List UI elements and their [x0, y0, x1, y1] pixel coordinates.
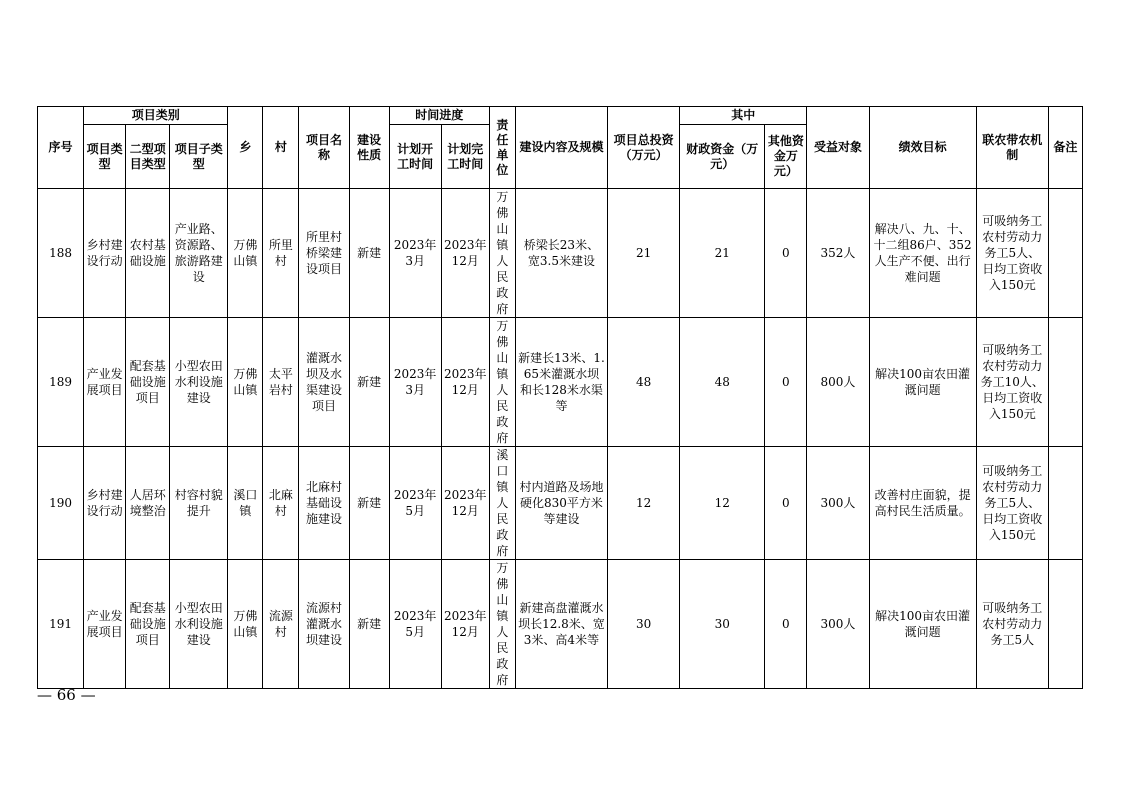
cell-other: 0 [765, 447, 807, 560]
table-row [38, 447, 1083, 560]
cell-beneficiaries: 800人 [807, 318, 869, 447]
cell-type2: 配套基础设施项目 [126, 560, 170, 689]
header-construction-nature: 建设性质 [349, 107, 389, 189]
cell-total: 30 [608, 560, 680, 689]
cell-sub-type: 小型农田水利设施建设 [170, 318, 228, 447]
cell-nature: 新建 [349, 189, 389, 318]
table-row [38, 560, 1083, 689]
header-other-funds: 其他资金万元） [765, 125, 807, 189]
cell-beneficiaries: 300人 [807, 560, 869, 689]
cell-content: 村内道路及场地硬化830平方米等建设 [515, 447, 607, 560]
cell-project-type: 乡村建设行动 [84, 189, 126, 318]
cell-mechanism: 可吸纳务工农村劳动力务工5人、日均工资收入150元 [976, 447, 1048, 560]
cell-fiscal: 21 [680, 189, 765, 318]
header-responsible-unit: 责任单位 [489, 107, 515, 189]
header-content-scale: 建设内容及规模 [515, 107, 607, 189]
cell-total: 12 [608, 447, 680, 560]
cell-seq: 189 [38, 318, 84, 447]
cell-end: 2023年12月 [441, 560, 489, 689]
cell-end: 2023年12月 [441, 189, 489, 318]
cell-total: 21 [608, 189, 680, 318]
table-row [38, 189, 1083, 318]
cell-project-name: 流源村灌溉水坝建设 [299, 560, 349, 689]
cell-unit: 万佛山镇人民政府 [489, 560, 515, 689]
header-project-name: 项目名称 [299, 107, 349, 189]
cell-start: 2023年3月 [389, 189, 441, 318]
cell-village: 太平岩村 [263, 318, 299, 447]
cell-seq: 188 [38, 189, 84, 318]
cell-content: 新建长13米、1.65米灌溉水坝和长128米水渠等 [515, 318, 607, 447]
cell-content: 新建高盘灌溉水坝长12.8米、宽3米、高4米等 [515, 560, 607, 689]
cell-project-name: 所里村桥梁建设项目 [299, 189, 349, 318]
cell-goal: 解决100亩农田灌溉问题 [869, 318, 976, 447]
cell-start: 2023年3月 [389, 318, 441, 447]
header-remarks: 备注 [1048, 107, 1082, 189]
header-planned-start: 计划开工时间 [389, 125, 441, 189]
cell-end: 2023年12月 [441, 447, 489, 560]
header-of-which: 其中 [680, 107, 807, 125]
cell-township: 万佛山镇 [228, 560, 263, 689]
cell-township: 万佛山镇 [228, 189, 263, 318]
cell-village: 北麻村 [263, 447, 299, 560]
cell-content: 桥梁长23米、宽3.5米建设 [515, 189, 607, 318]
cell-project-name: 灌溉水坝及水渠建设项目 [299, 318, 349, 447]
header-project-category: 项目类别 [84, 107, 228, 125]
cell-village: 流源村 [263, 560, 299, 689]
cell-unit: 溪口镇人民政府 [489, 447, 515, 560]
table-body [38, 189, 1083, 689]
cell-nature: 新建 [349, 447, 389, 560]
cell-seq: 190 [38, 447, 84, 560]
cell-project-name: 北麻村基础设施建设 [299, 447, 349, 560]
cell-other: 0 [765, 560, 807, 689]
header-fiscal-funds: 财政资金（万元） [680, 125, 765, 189]
cell-start: 2023年5月 [389, 560, 441, 689]
cell-beneficiaries: 352人 [807, 189, 869, 318]
project-table [37, 106, 1083, 689]
cell-total: 48 [608, 318, 680, 447]
cell-type2: 农村基础设施 [126, 189, 170, 318]
cell-other: 0 [765, 189, 807, 318]
cell-fiscal: 30 [680, 560, 765, 689]
cell-township: 万佛山镇 [228, 318, 263, 447]
cell-township: 溪口镇 [228, 447, 263, 560]
header-village: 村 [263, 107, 299, 189]
cell-seq: 191 [38, 560, 84, 689]
header-planned-end: 计划完工时间 [441, 125, 489, 189]
cell-end: 2023年12月 [441, 318, 489, 447]
header-linkage-mechanism: 联农带农机制 [976, 107, 1048, 189]
header-township: 乡 [228, 107, 263, 189]
cell-remarks [1048, 189, 1082, 318]
cell-unit: 万佛山镇人民政府 [489, 189, 515, 318]
table-header [38, 107, 1083, 189]
cell-project-type: 产业发展项目 [84, 560, 126, 689]
header-type2: 二型项目类型 [126, 125, 170, 189]
cell-remarks [1048, 560, 1082, 689]
cell-village: 所里村 [263, 189, 299, 318]
table-row [38, 318, 1083, 447]
cell-project-type: 乡村建设行动 [84, 447, 126, 560]
cell-start: 2023年5月 [389, 447, 441, 560]
cell-beneficiaries: 300人 [807, 447, 869, 560]
cell-remarks [1048, 447, 1082, 560]
cell-fiscal: 12 [680, 447, 765, 560]
header-seq: 序号 [38, 107, 84, 189]
cell-sub-type: 村容村貌提升 [170, 447, 228, 560]
cell-unit: 万佛山镇人民政府 [489, 318, 515, 447]
header-beneficiaries: 受益对象 [807, 107, 869, 189]
cell-goal: 解决100亩农田灌溉问题 [869, 560, 976, 689]
header-project-type: 项目类型 [84, 125, 126, 189]
cell-mechanism: 可吸纳务工农村劳动力务工5人、日均工资收入150元 [976, 189, 1048, 318]
cell-fiscal: 48 [680, 318, 765, 447]
cell-nature: 新建 [349, 318, 389, 447]
header-sub-type: 项目子类型 [170, 125, 228, 189]
cell-sub-type: 产业路、资源路、旅游路建设 [170, 189, 228, 318]
cell-type2: 配套基础设施项目 [126, 318, 170, 447]
header-performance-goal: 绩效目标 [869, 107, 976, 189]
cell-project-type: 产业发展项目 [84, 318, 126, 447]
cell-nature: 新建 [349, 560, 389, 689]
cell-other: 0 [765, 318, 807, 447]
cell-goal: 改善村庄面貌，提高村民生活质量。 [869, 447, 976, 560]
header-time-progress: 时间进度 [389, 107, 489, 125]
header-total-investment: 项目总投资（万元） [608, 107, 680, 189]
cell-type2: 人居环境整治 [126, 447, 170, 560]
page-number: — 66 — [37, 686, 96, 704]
cell-goal: 解决八、九、十、十二组86户、352人生产不便、出行难问题 [869, 189, 976, 318]
cell-remarks [1048, 318, 1082, 447]
cell-sub-type: 小型农田水利设施建设 [170, 560, 228, 689]
cell-mechanism: 可吸纳务工农村劳动力务工10人、日均工资收入150元 [976, 318, 1048, 447]
cell-mechanism: 可吸纳务工农村劳动力务工5人 [976, 560, 1048, 689]
